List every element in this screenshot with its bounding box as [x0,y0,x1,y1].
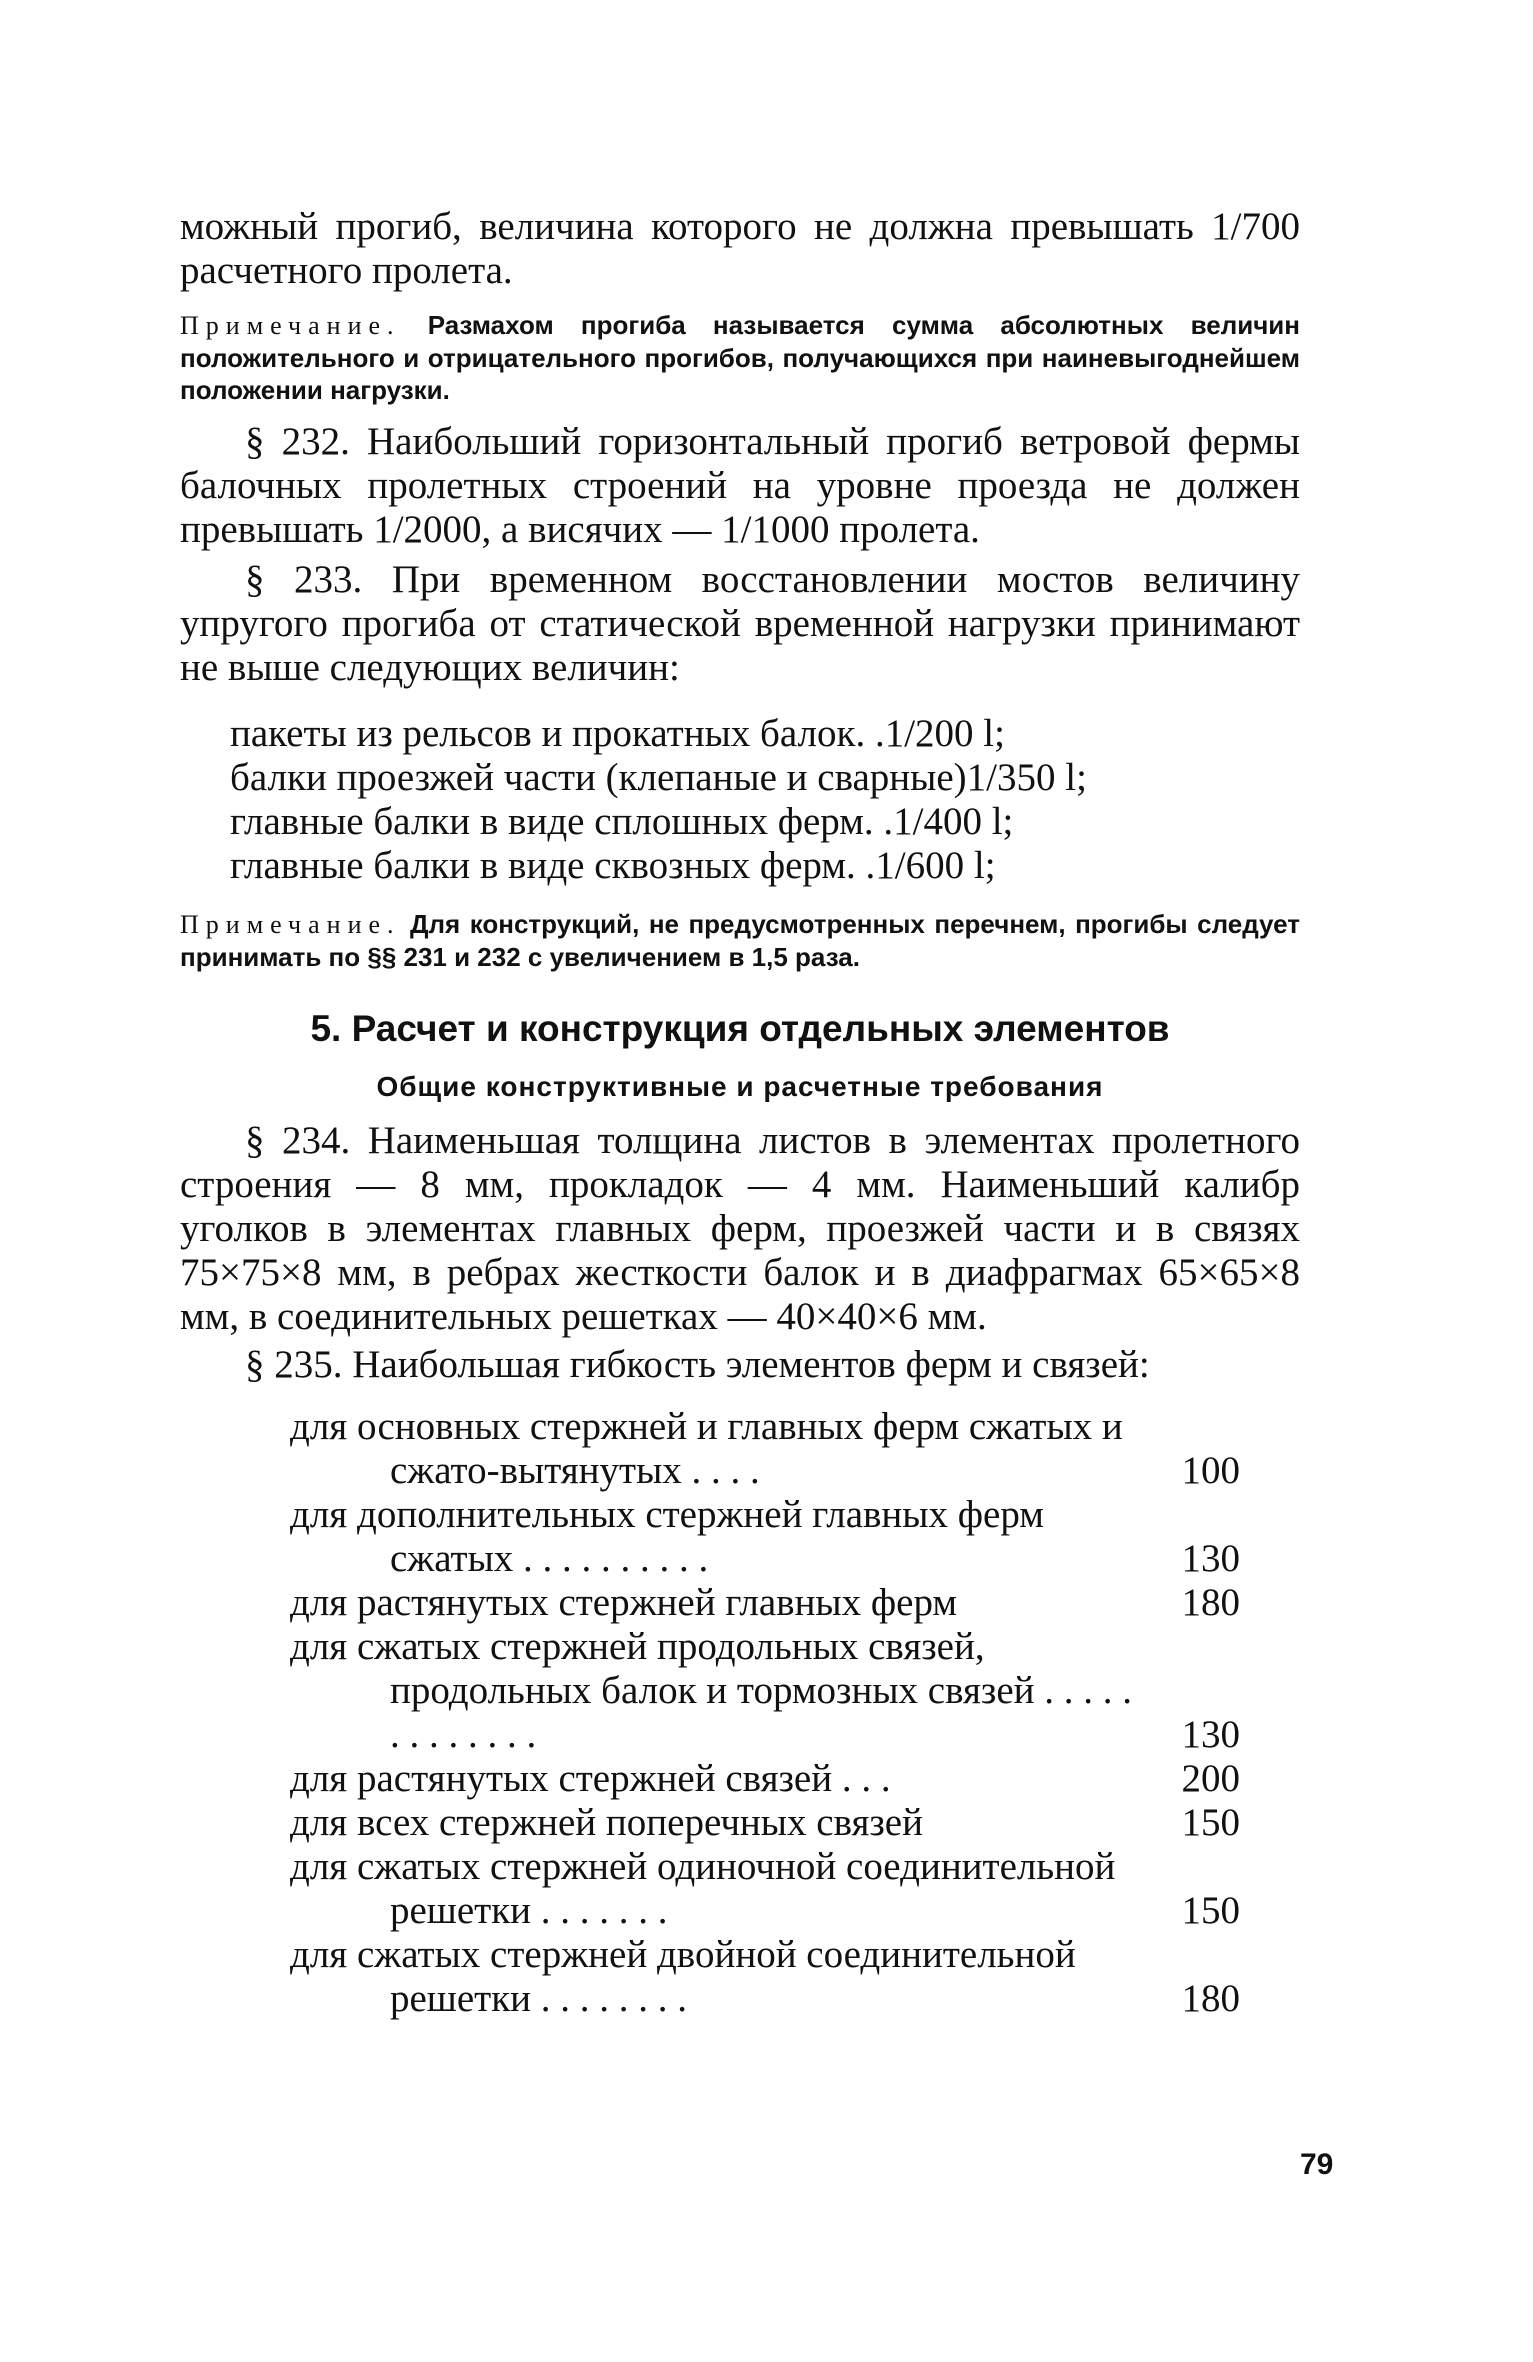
section-title: 5. Расчет и конструкция отдельных элементов [310,1008,1170,1049]
deflection-dots: . . [855,712,885,755]
flexibility-text: для сжатых стержней двойной соединительной решетки . . . . . . . . [290,1933,1076,2020]
flexibility-item [290,1493,1240,1581]
flexibility-text: для сжатых стержней продольных связей, продольных балок и тормозных связей . . . . . . . . . . . . . [290,1625,1133,1756]
flexibility-text: для растянутых стержней главных ферм [290,1581,958,1624]
flexibility-value: 180 [1181,1581,1240,1624]
deflection-value: 1/350 l; [966,756,1087,799]
note-1 [180,309,1300,406]
deflection-dots: . . [846,844,876,887]
deflection-label: пакеты из рельсов и прокатных балок [230,712,856,755]
flexibility-item [290,1581,1240,1625]
deflection-item [230,800,1240,844]
flexibility-text: для сжатых стержней одиночной соединительной решетки . . . . . . . [290,1845,1116,1932]
note-2 [180,908,1300,973]
paragraph-234: § 234. Наименьшая толщина листов в элементах пролетного строения — 8 мм, прокладок — 4 мм. Наименьший калибр уголков в элементах главных ферм, проезжей части и в связях 75×75×8 мм, в ребрах жесткости балок и в диафрагмах 65×65×8 мм, в соединительных решетках — 40×40×6 мм. [180,1119,1300,1338]
note-1-label: Примечание. [180,311,401,340]
flexibility-item [290,1845,1240,1933]
flexibility-item [290,1625,1240,1757]
flexibility-text: для всех стержней поперечных связей [290,1801,923,1844]
note-2-label: Примечание. [180,910,401,939]
deflection-list [230,712,1240,888]
subsection-title: Общие конструктивные и расчетные требования [376,1071,1104,1102]
page-number: 79 [1300,2148,1334,2181]
flexibility-value: 180 [1181,1977,1240,2020]
flexibility-item [290,1801,1240,1845]
flexibility-item [290,1405,1240,1493]
flexibility-text: для растянутых стержней связей . . . [290,1757,891,1800]
flexibility-list [290,1405,1240,2021]
flexibility-value: 200 [1181,1757,1240,1800]
flexibility-item [290,1933,1240,2021]
deflection-value: 1/200 l; [884,712,1005,755]
flexibility-value: 130 [1181,1713,1240,1756]
flexibility-value: 150 [1181,1801,1240,1844]
deflection-item [230,756,1240,800]
page-body [180,205,1300,2021]
deflection-value: 1/600 l; [875,844,996,887]
flexibility-value: 130 [1181,1537,1240,1580]
paragraph-intro: можный прогиб, величина которого не должна превышать 1/700 расчетного пролета. [180,205,1300,292]
paragraph-235: § 235. Наибольшая гибкость элементов ферм и связей: [245,1343,1150,1386]
deflection-dots: . . [863,800,894,843]
flexibility-value: 100 [1181,1449,1240,1492]
deflection-label: главные балки в виде сквозных ферм [230,844,847,887]
paragraph-233: § 233. При временном восстановлении мостов величину упругого прогиба от статической временной нагрузки принимают не выше следующих величин: [180,558,1300,689]
deflection-value: 1/400 l; [893,800,1014,843]
paragraph-232: § 232. Наибольший горизонтальный прогиб ветровой фермы балочных пролетных строений на уровне проезда не должен превышать 1/2000, а висячих — 1/1000 пролета. [180,420,1300,551]
deflection-label: балки проезжей части (клепаные и сварные) [230,756,967,799]
flexibility-text: для основных стержней и главных ферм сжатых и сжато-вытянутых . . . . [290,1405,1123,1492]
note-1-text: Размахом прогиба называется сумма абсолютных величин положительного и отрицательного прогибов, получающихся при наиневыгоднейшем положении нагрузки. [180,310,1300,405]
flexibility-value: 150 [1181,1889,1240,1932]
deflection-item [230,844,1240,888]
note-2-text: Для конструкций, не предусмотренных перечнем, прогибы следует принимать по §§ 231 и 232 с увеличением в 1,5 раза. [180,909,1300,972]
flexibility-text: для дополнительных стержней главных ферм сжатых . . . . . . . . . . [290,1493,1044,1580]
flexibility-item [290,1757,1240,1801]
deflection-label: главные балки в виде сплошных ферм [230,800,864,843]
deflection-item [230,712,1240,756]
